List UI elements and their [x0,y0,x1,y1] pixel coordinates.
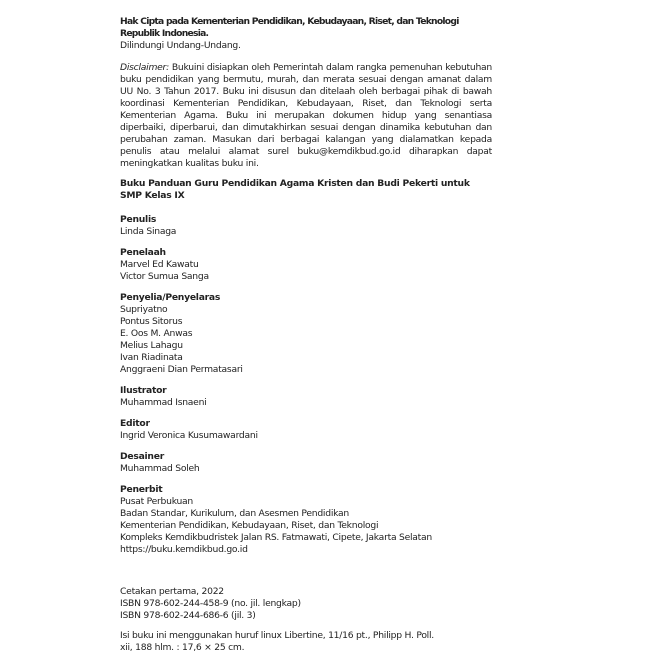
credit-name: Badan Standar, Kurikulum, dan Asesmen Pendidikan [120,508,349,519]
credit-role-label: Penulis [120,214,157,225]
credit-name: Kompleks Kemdikbudristek Jalan RS. Fatmawati, Cipete, Jakarta Selatan [120,532,432,543]
colophon-font: Isi buku ini menggunakan huruf linux Libertine, 11/16 pt., Philipp H. Poll. [120,630,434,641]
copyright-notice [120,16,492,52]
colophon-pages: xii, 188 hlm. : 17,6 × 25 cm. [120,642,245,653]
credit-name: Victor Sumua Sanga [120,271,209,282]
credit-name: https://buku.kemdikbud.go.id [120,544,248,555]
credit-name: Ivan Riadinata [120,352,183,363]
colophon [120,630,492,654]
credit-name: Pusat Perbukuan [120,496,194,507]
credit-ilustrator [120,385,492,409]
credit-role-label: Penelaah [120,247,166,258]
credit-name: Marvel Ed Kawatu [120,259,199,270]
credit-role-label: Ilustrator [120,385,167,396]
credit-name: Muhammad Soleh [120,463,200,474]
print-edition: Cetakan pertama, 2022 [120,586,224,597]
credit-penulis [120,214,492,238]
copyright-holder: Hak Cipta pada Kementerian Pendidikan, Kebudayaan, Riset, dan Teknologi Republik Indonesia. [120,16,459,39]
credit-penerbit [120,484,492,556]
credit-name: Supriyatno [120,304,168,315]
edition-info [120,586,492,622]
disclaimer [120,62,492,170]
credit-name: Anggraeni Dian Permatasari [120,364,243,375]
isbn-full-set: ISBN 978-602-244-458-9 (no. jil. lengkap) [120,598,301,609]
credit-name: Kementerian Pendidikan, Kebudayaan, Riset, dan Teknologi [120,520,379,531]
isbn-volume: ISBN 978-602-244-686-6 (jil. 3) [120,610,256,621]
copyright-page [120,16,492,654]
credit-name: Ingrid Veronica Kusumawardani [120,430,258,441]
credit-name: E. Oos M. Anwas [120,328,193,339]
disclaimer-label: Disclaimer: [120,62,169,73]
credit-role-label: Penerbit [120,484,163,495]
credit-name: Pontus Sitorus [120,316,183,327]
credit-name: Melius Lahagu [120,340,183,351]
credit-desainer [120,451,492,475]
credit-role-label: Penyelia/Penyelaras [120,292,221,303]
credit-name: Linda Sinaga [120,226,177,237]
credit-penyelia-penyelaras [120,292,492,376]
credit-role-label: Editor [120,418,150,429]
credits-list [120,214,492,556]
credit-role-label: Desainer [120,451,164,462]
credit-name: Muhammad Isnaeni [120,397,207,408]
disclaimer-text: Bukuini disiapkan oleh Pemerintah dalam rangka pemenuhan kebutuhan buku pendidikan yang bermutu, murah, dan merata sesuai dengan amanat dalam UU No. 3 Tahun 2017. Buku ini disusun dan ditelaah oleh berbagai pihak di bawah koordinasi Kementerian Pendidikan, Kebudayaan, Riset, dan Teknologi serta Kementerian Agama. Buku ini merupakan dokumen hidup yang senantiasa diperbaiki, diperbarui, dan dimutakhirkan sesuai dengan dinamika kebutuhan dan perubahan zaman. Masukan dari berbagai kalangan yang dialamatkan kepada penulis atau melalui alamat surel buku@kemdikbud.go.id diharapkan dapat meningkatkan kualitas buku ini. [120,62,492,169]
credit-penelaah [120,247,492,283]
book-title: Buku Panduan Guru Pendidikan Agama Kristen dan Budi Pekerti untuk SMP Kelas IX [120,178,470,201]
credit-editor [120,418,492,442]
copyright-protected: Dilindungi Undang-Undang. [120,40,241,51]
